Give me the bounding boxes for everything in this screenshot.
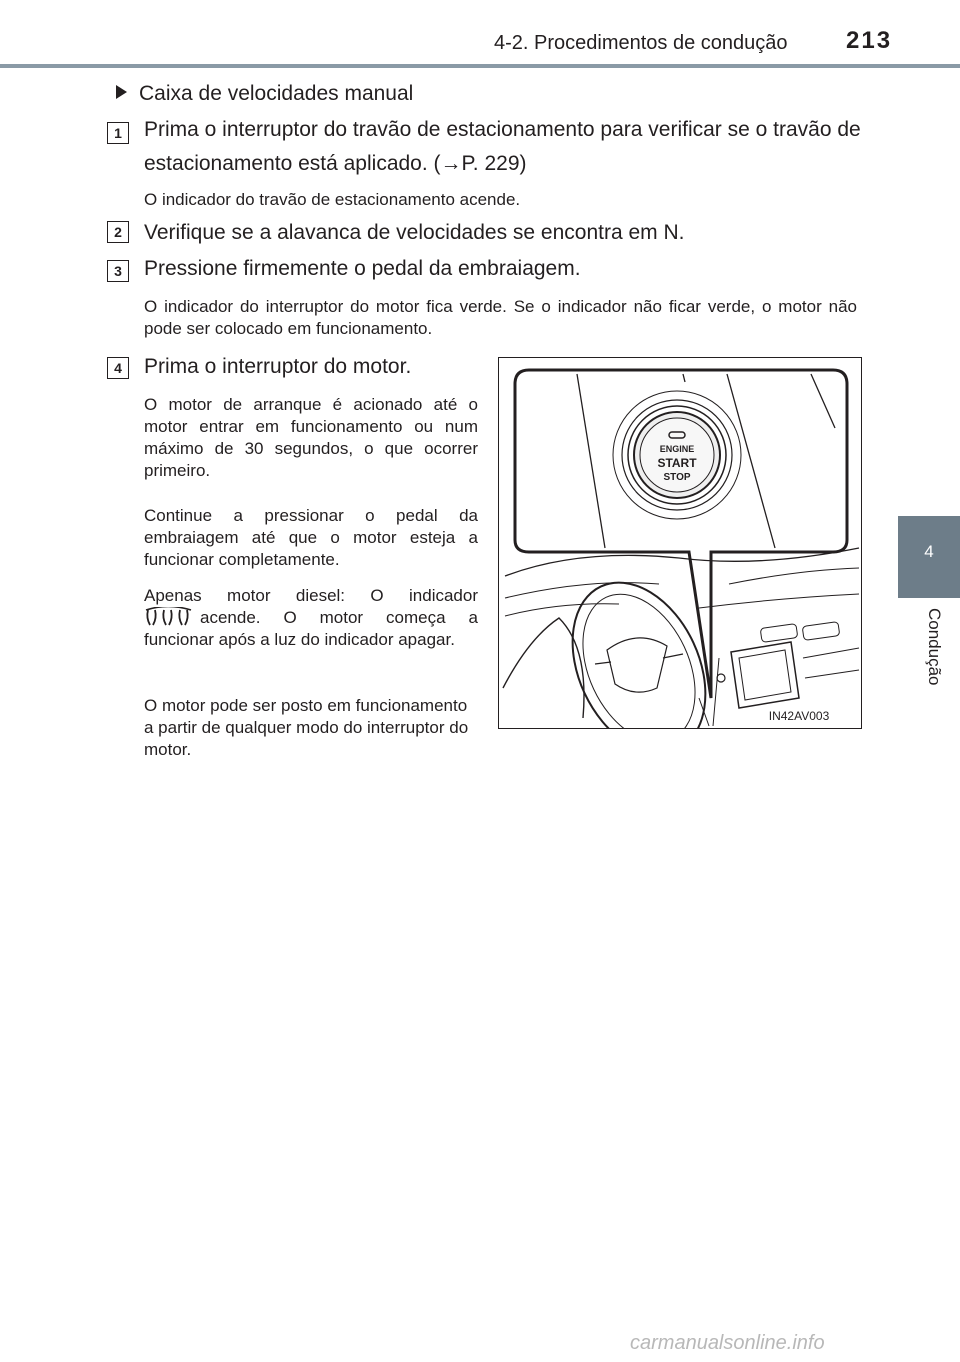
step-note: O indicador do interruptor do motor fica verde. Se o indicador não ficar verde, o motor não pode ser colocado em funcionamento. <box>144 297 857 338</box>
step-number-box: 4 <box>107 357 129 379</box>
header-section-title: 4-2. Procedimentos de condução <box>494 32 788 54</box>
button-label-start: START <box>657 456 697 470</box>
chapter-tab <box>898 516 960 598</box>
step-note: O indicador do travão de estacionamento acende. <box>144 190 521 209</box>
header-rule <box>0 64 960 68</box>
watermark: carmanualsonline.info <box>630 1332 825 1354</box>
illustration-code: IN42AV003 <box>768 709 830 723</box>
step-text: Pressione firmemente o pedal da embraiagem. <box>144 257 581 280</box>
page-number: 213 <box>846 27 893 54</box>
step-number-box: 1 <box>107 122 129 144</box>
chapter-label: Condução <box>925 608 944 686</box>
section-bullet <box>116 82 413 106</box>
button-label-engine: ENGINE <box>659 444 695 454</box>
diesel-note-prefix: Apenas motor diesel: O indicador <box>144 586 478 605</box>
step-note: Continue a pressionar o pedal da embraiagem até que o motor esteja a funcionar completamente. <box>144 506 478 569</box>
step-text: Prima o interruptor do travão de estacionamento para verificar se o travão de estacionamento está aplicado. (→P. 229) <box>144 118 861 175</box>
step-text: Verifique se a alavanca de velocidades se encontra em N. <box>144 221 685 244</box>
dashboard-drawing <box>499 358 861 728</box>
bullet-arrow-icon <box>116 85 127 99</box>
step-number-box: 3 <box>107 260 129 282</box>
step-note: O motor de arranque é acionado até o motor entrar em funcionamento ou num máximo de 30 segundos, o que ocorrer primeiro. <box>144 395 478 480</box>
engine-switch-illustration <box>498 357 862 729</box>
step-note: O motor pode ser posto em funcionamento a partir de qualquer modo do interruptor do motor. <box>144 696 469 759</box>
bullet-text: Caixa de velocidades manual <box>139 82 414 105</box>
chapter-number: 4 <box>924 542 934 561</box>
diesel-note-body <box>144 607 478 651</box>
diesel-note-text: acende. O motor começa a funcionar após a luz do indicador apagar. <box>144 608 478 649</box>
diesel-note <box>144 585 478 651</box>
button-label-stop: STOP <box>663 472 691 483</box>
glow-plug-indicator-icon <box>144 607 196 629</box>
step-text: Prima o interruptor do motor. <box>144 355 412 378</box>
step-number-box: 2 <box>107 221 129 243</box>
